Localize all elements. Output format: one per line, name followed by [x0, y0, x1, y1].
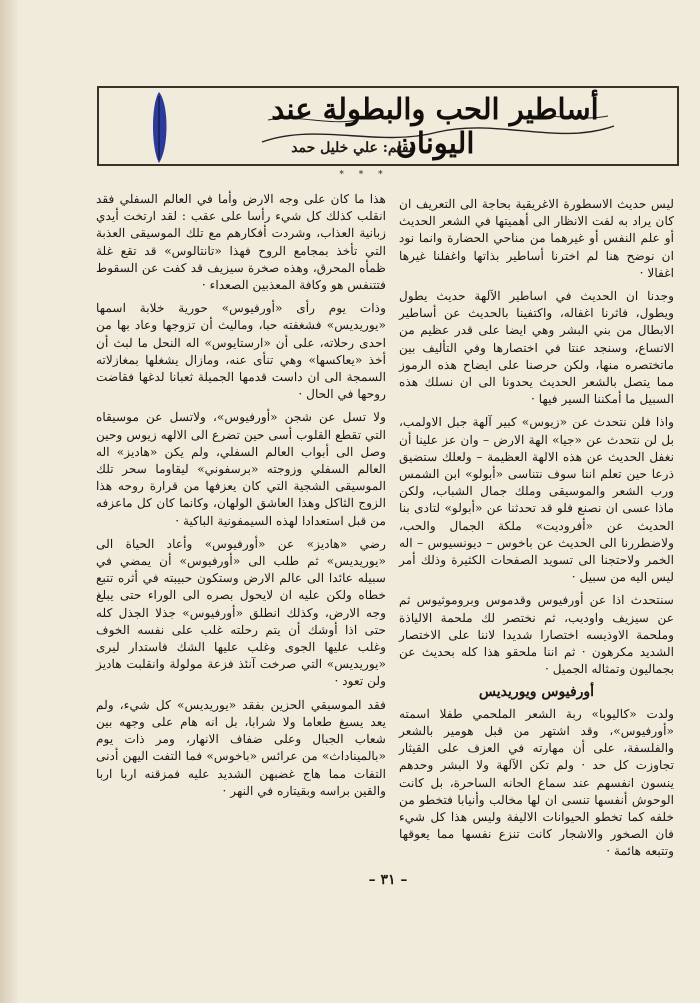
body-paragraph: وجدنا ان الحديث في اساطير الآلهة حديث يطول ويطول، فاثرنا اغفاله، واكتفينا بالحديث عن أساطير الابطال من بني البشر وهي ايضا على قدر عظيم من الاتساع، وسنجد عنتا في اختصارها وفي التأليف بين ماتختصره منها، ولكن حرصنا على ايضاح هذه الرموز مما يتصل بالشعر الحديث يحدونا الى ان نسلك هذه السبيل ما أمكننا السير فيها ·: [399, 289, 674, 407]
left-text-column: [96, 191, 386, 861]
body-paragraph: سنتحدث اذا عن أورفيوس وقدموس وبروموثيوس ثم عن سيزيف واوديب، ثم نختصر لك ملحمة الالياذة وملحمة الاوذيسه اختصارا شديدا لاننا على الاختصار الشديد مكرهون · ثم اننا ملحقو هذا كله بحديث عن بجماليون وتمثاله الجميل ·: [399, 593, 674, 677]
body-paragraph: وذات يوم رأى «أورفيوس» حورية خلابة اسمها «يوريديس» فشغفته حبا، وماليث أن تزوجها وعاد بها من احدى رحلاته، على أن «ارستايوس» اله النحل ما لبث أن أخذ «يعاكسها» وهي تنأى عنه، ومازال يشغلها بمغازلاته السمجة الى ان داست قدمها الجميلة ثعبانا لدغها فقاضت روحها في الحال ·: [96, 301, 386, 402]
page-number: – ٣١ –: [368, 872, 408, 888]
body-paragraph: واذا فلن نتحدث عن «زيوس» كبير آلهة جبل الاولمب، بل لن نتحدث عن «جيا» الهة الارض – وان عز علينا أن نغفل الحديث عن هذه الالهة العظيمة – ولعلك ستضيق ذرعا حين تعلم اننا سوف نتناسى «أبولو» ابن الشمس ورب الشعر والموسيقى وملك جمال الشباب، ولكن ماذا عسى ان نصنع فلو قد تحدثنا عن «أبولو» لتادى بنا الحديث عن «أفروديت» ملكة الجمال والحب، ولاضطررنا الى الحديث عن باخوس – ديونسيوس – اله الخمر ولاحتجنا الى تسويد الصفحات الكثيرة وذلك أمر ليس اليه من سبيل ·: [399, 415, 674, 585]
ornament-stars: * * *: [339, 170, 389, 180]
article-author: بقلم: علي خليل حمد: [291, 140, 413, 156]
body-paragraph: ولدت «كاليوبا» ربة الشعر الملحمي طفلا اسمته «أورفيوس»، وقد اشتهر من قبل هومير بالشعر والفلسفة، على أن مهارته في العزف على القيثار تجاوزت كل حد · ولم تكن الآلهة ولا البشر وحدهم ينسون انفسهم عند سماع الحانه الساحرة، بل كانت الوحوش أنفسها تنسى ان لها مخالب وأنيابا فتخطو من خلفه كما تخطو الحيوانات الاليفة وليس هذا كل شيء فان الصخور والاشجار كانت تنزع نفسها مما يعوقها وتتبعه هائمة ·: [399, 706, 674, 859]
right-text-column: [399, 196, 674, 886]
section-heading: أورفيوس ويوريديس: [478, 684, 595, 701]
body-paragraph: ولا تسل عن شجن «أورفيوس»، ولاتسل عن موسيقاه التي تقطع القلوب أسى حين تضرع الى الالهه زيوس وحين وصل الى أبواب العالم السفلي، ولم يكن «هاديز» اله العالم السفلي وزوجته «برسفوني» ليقاوما سحر تلك الموسيقى الشجية التي كان يعزفها من قرارة روحه هذا الزوج الثاكل وهذا العاشق الولهان، وكانما كان كل ماعزفه من قبل استعدادا لهذه السيمفونية الباكية ·: [96, 410, 386, 528]
body-paragraph: ليس حديث الاسطورة الاغريقية بحاجة الى التعريف ان كان يراد به لفت الانظار الى أهميتها في الشعر الحديث أو علم النفس أو غيرهما من مناحي الحضارة وانما نود ان نوضح هنا لم اخترنا أساطير بذاتها واغفلنا غيرها اغفالا ·: [399, 197, 674, 280]
quill-decoration-icon: [145, 90, 173, 165]
page-binding-edge: [0, 0, 18, 1003]
body-paragraph: رضي «هاديز» عن «أورفيوس» وأعاد الحياة الى «يوريديس» ثم طلب الى «أورفيوس» أن يمضي في سبيله عائدا الى عالم الارض وستكون حبيبته في أثره تتبع خطاه ولكن عليه ان لايحول بصره الى الوراء حتى يبلغ وجه الارض، وكذلك انطلق «أورفيوس» جذلا الجذل كله حتى اذا أوشك أن يتم رحلته غلب على نفسه الخوف وغلب عليها الجوى وغلب عليها الشك فاستدار ليرى «يوريديس» التي صرخت آنئذ فزعة مولولة وانقلبت هاديز ولن تعود ·: [96, 536, 386, 689]
body-paragraph: فقد الموسيقي الحزين بفقد «يوريديس» كل شيء، ولم يعد يسيغ طعاما ولا شرابا، بل انه هام على وجهه بين شعاب الجبال وعلى ضفاف الانهار، ومر ذات يوم «بالميناداث» من عرائس «باخوس» فما التفت اليهن أدنى التفات مما هاج غضبهن الشديد عليه فمزقنه اربا اربا والقين براسه وبقيتاره في النهر ·: [96, 697, 386, 798]
article-title: أساطير الحب والبطولة عند اليونان: [271, 92, 599, 160]
body-paragraph: هذا ما كان على وجه الارض وأما في العالم السفلي فقد انقلب كذلك كل شيء رأسا على عقب : لقد ارتخت أيدي زبانية العذاب، وشردت أفكارهم مع تلك الموسيقى العذبة التي تأخذ بمجامع الروح فهذا «تانتالوس» قد تقع غلة ظمأه المحرق، وهذه صخرة سيزيف قد كفت عن السقوط فتتنفس هو وكافة المعذبين الصعداء ·: [96, 192, 386, 293]
